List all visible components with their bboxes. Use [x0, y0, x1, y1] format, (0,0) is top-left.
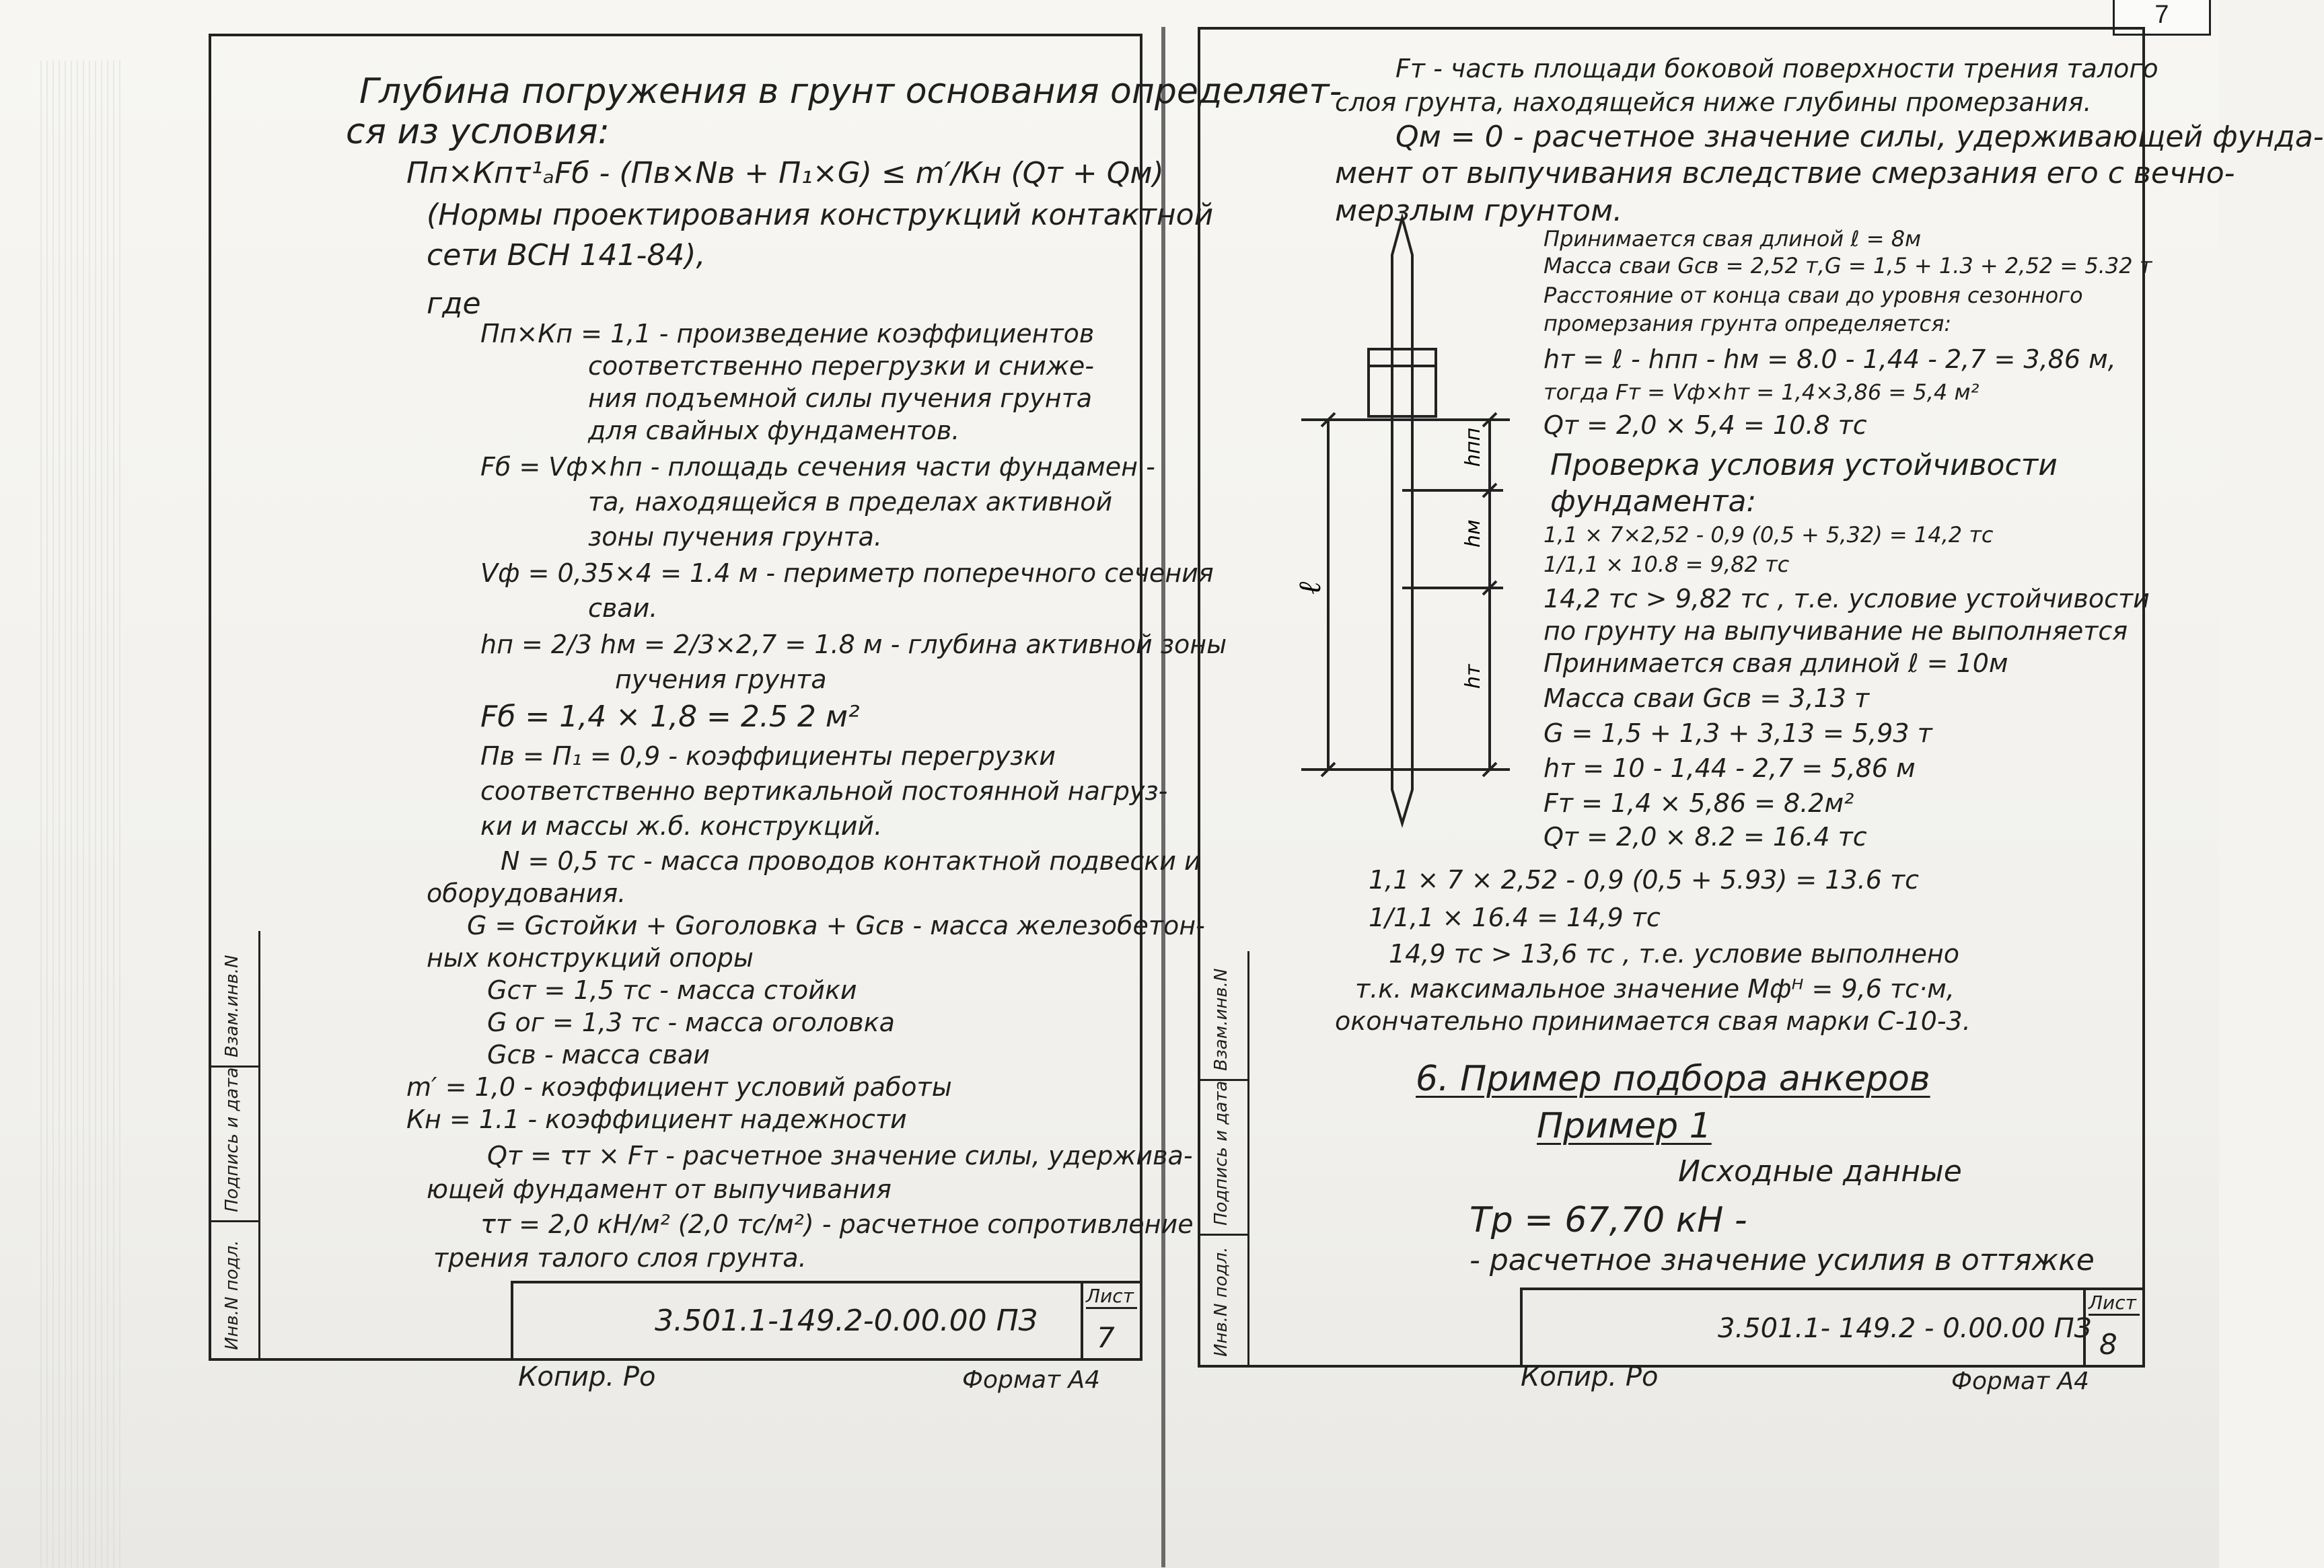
definition-line: оборудования.: [427, 879, 626, 908]
text-line: (Нормы проектирования конструкций контактной: [427, 198, 1214, 232]
calc-line: hт = ℓ - hпп - hм = 8.0 - 1,44 - 2,7 = 3,86 м,: [1544, 344, 2116, 374]
label-hm: hм: [1461, 519, 1485, 548]
formula-line: Пп×Кпτ¹ₐFб - (Пв×Nв + П₁×G) ≤ m′/Кн (Qт + Qм): [406, 156, 1164, 190]
definition-line: зоны пучения грунта.: [588, 522, 882, 552]
definition-line: τт = 2,0 кН/м² (2,0 тс/м²) - расчетное сопротивление: [480, 1209, 1194, 1239]
definition-line: соответственно вертикальной постоянной нагруз-: [480, 776, 1168, 806]
calc-line: Qт = 2,0 × 5,4 = 10.8 тс: [1544, 410, 1867, 440]
binding-edge: [40, 61, 121, 1567]
document-code: 3.501.1-149.2-0.00.00 ПЗ: [655, 1304, 1038, 1338]
text-line: слоя грунта, находящейся ниже глубины промерзания.: [1335, 87, 2092, 117]
section-heading: 6. Пример подбора анкеров: [1416, 1059, 1930, 1099]
definition-line: Gсв - масса сваи: [487, 1040, 710, 1070]
calc-line: промерзания грунта определяется:: [1544, 311, 1952, 336]
sheet-number: 7: [1097, 1321, 1115, 1354]
corner-page-number: 7: [2113, 0, 2211, 36]
definition-line: G = Gстойки + Gоголовка + Gсв - масса железобетон-: [467, 911, 1205, 940]
calc-line: 14,2 тс > 9,82 тс , т.е. условие устойчивости: [1544, 584, 2150, 613]
example-heading: Пример 1: [1537, 1106, 1712, 1146]
side-cell-inventory: Инв.N подл.: [222, 1240, 242, 1350]
sheet-label: Лист: [1086, 1285, 1137, 1309]
definition-line: ющей фундамент от выпучивания: [427, 1174, 892, 1204]
right-sheet-frame: [1198, 27, 2324, 1368]
calc-line: тогда Fт = Vф×hт = 1,4×3,86 = 5,4 м²: [1544, 379, 1980, 405]
calc-line: Принимается свая длиной ℓ = 10м: [1544, 648, 2008, 678]
text-line: Fт - часть площади боковой поверхности трения талого: [1395, 54, 2158, 83]
label-ht: hт: [1461, 664, 1485, 689]
footer-format: Формат А4: [1951, 1368, 2090, 1395]
definition-line: ния подъемной силы пучения грунта: [588, 383, 1093, 413]
pile-diagram: [1288, 218, 1544, 823]
definition-line: Qт = τт × Fт - расчетное значение силы, удержива-: [487, 1141, 1193, 1170]
calc-line: Масса сваи Gсв = 2,52 т,G = 1,5 + 1.3 + 2,52 = 5.32 т: [1544, 253, 2152, 278]
definition-line: та, находящейся в пределах активной: [588, 487, 1113, 517]
footer-format: Формат А4: [962, 1366, 1101, 1394]
sheet-number-box: [1081, 1283, 1140, 1358]
sheet-number: 8: [2099, 1328, 2117, 1361]
definition-line: трения талого слоя грунта.: [433, 1243, 807, 1273]
side-cell-signature: Подпись и дата: [211, 1066, 258, 1222]
calc-line: 14,9 тс > 13,6 тс , т.е. условие выполнено: [1389, 939, 1959, 969]
left-sheet-frame: [209, 34, 1342, 1361]
side-cell-replaced: Взам.инв.N: [1200, 951, 1247, 1081]
definition-line: Fб = 1,4 × 1,8 = 2.5 2 м²: [480, 700, 860, 734]
definition-line: Кн = 1.1 - коэффициент надежности: [406, 1105, 907, 1134]
calc-line: т.к. максимальное значение Mфᴴ = 9,6 тс·м,: [1355, 974, 1955, 1004]
definition-line: для свайных фундаментов.: [588, 416, 960, 445]
left-side-strip: [211, 931, 260, 1358]
footer-copy: Копир. Ро: [518, 1361, 656, 1392]
side-cell-inventory: Инв.N подл.: [1211, 1246, 1231, 1357]
sheet-label: Лист: [2089, 1292, 2140, 1316]
definition-line: пучения грунта: [615, 665, 827, 694]
definition-line: ки и массы ж.б. конструкций.: [480, 811, 883, 841]
text-line: сети ВСН 141-84),: [427, 238, 706, 272]
footer-copy: Копир. Ро: [1521, 1361, 1659, 1392]
text-line: где: [427, 287, 481, 321]
calc-line: 1/1,1 × 10.8 = 9,82 тс: [1544, 552, 1790, 577]
label-length: ℓ: [1291, 581, 1328, 595]
definition-line: m′ = 1,0 - коэффициент условий работы: [406, 1072, 952, 1102]
definition-line: Gст = 1,5 тс - масса стойки: [487, 975, 857, 1005]
sheet-number-box: [2083, 1290, 2142, 1365]
title-block: [511, 1281, 1140, 1358]
document-code: 3.501.1- 149.2 - 0.00.00 ПЗ: [1718, 1313, 2092, 1344]
calc-line: окончательно принимается свая марки С-10-3.: [1335, 1006, 1971, 1036]
definition-line: соответственно перегрузки и сниже-: [588, 351, 1095, 381]
text-line: Глубина погружения в грунт основания определяет-: [359, 71, 1342, 112]
title-block: [1520, 1287, 2142, 1365]
calc-line: Проверка условия устойчивости: [1550, 448, 2058, 482]
calc-line: 1,1 × 7×2,52 - 0,9 (0,5 + 5,32) = 14,2 тс: [1544, 522, 1994, 548]
text-line: Тр = 67,70 кН -: [1469, 1200, 1747, 1240]
text-line: Qм = 0 - расчетное значение силы, удерживающей фунда-: [1395, 120, 2324, 154]
definition-line: Пв = П₁ = 0,9 - коэффициенты перегрузки: [480, 741, 1056, 771]
calc-line: Fт = 1,4 × 5,86 = 8.2м²: [1544, 788, 1854, 818]
calc-line: фундамента:: [1550, 484, 1757, 519]
text-line: мент от выпучивания вследствие смерзания его с вечно-: [1335, 156, 2235, 190]
text-line: - расчетное значение усилия в оттяжке: [1469, 1243, 2095, 1277]
pile-cap: [1369, 349, 1436, 416]
side-cell-signature: Подпись и дата: [1200, 1079, 1247, 1236]
right-side-strip: [1200, 951, 1249, 1365]
text-line: Исходные данные: [1678, 1154, 1962, 1189]
calc-line: Qт = 2,0 × 8.2 = 16.4 тс: [1544, 822, 1867, 852]
definition-line: ных конструкций опоры: [427, 943, 754, 973]
calc-line: 1/1,1 × 16.4 = 14,9 тс: [1369, 903, 1661, 932]
definition-line: Vф = 0,35×4 = 1.4 м - периметр поперечного сечения: [480, 558, 1214, 588]
definition-line: N = 0,5 тс - масса проводов контактной подвески и: [501, 846, 1201, 876]
calc-line: G = 1,5 + 1,3 + 3,13 = 5,93 т: [1544, 718, 1932, 748]
calc-line: 1,1 × 7 × 2,52 - 0,9 (0,5 + 5.93) = 13.6 тс: [1369, 865, 1920, 895]
definition-line: G ог = 1,3 тс - масса оголовка: [487, 1008, 895, 1037]
definition-line: hп = 2/3 hм = 2/3×2,7 = 1.8 м - глубина активной зоны: [480, 630, 1227, 659]
definition-line: Fб = Vф×hп - площадь сечения части фундамен -: [480, 452, 1155, 482]
label-hpp: hпп: [1461, 427, 1485, 467]
definition-line: сваи.: [588, 593, 658, 623]
definition-line: Пп×Кп = 1,1 - произведение коэффициентов: [480, 319, 1095, 348]
side-cell-replaced: Взам.инв.N: [211, 931, 258, 1068]
text-line: ся из условия:: [346, 112, 610, 152]
calc-line: hт = 10 - 1,44 - 2,7 = 5,86 м: [1544, 753, 1916, 783]
pile-shaft: [1392, 218, 1412, 823]
calc-line: Расстояние от конца сваи до уровня сезонного: [1544, 283, 2083, 308]
calc-line: Принимается свая длиной ℓ = 8м: [1544, 226, 1922, 252]
calc-line: по грунту на выпучивание не выполняется: [1544, 616, 2128, 646]
calc-line: Масса сваи Gсв = 3,13 т: [1544, 683, 1870, 713]
text-line: мерзлым грунтом.: [1335, 194, 1623, 228]
